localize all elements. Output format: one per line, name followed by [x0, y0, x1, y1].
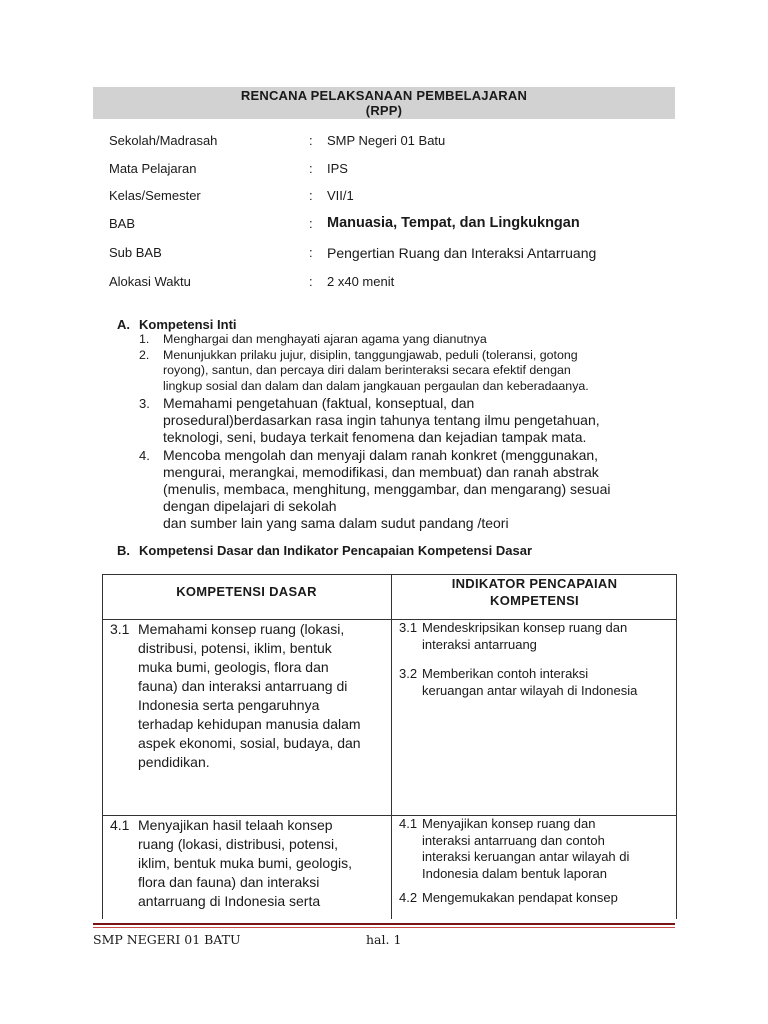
indicator-item [399, 666, 675, 699]
kd-line: fauna) dan interaksi antarruang di [138, 678, 348, 694]
info-value: SMP Negeri 01 Batu [327, 133, 446, 148]
info-colon: : [309, 133, 313, 148]
kd-line: ruang (lokasi, distribusi, potensi, [138, 836, 338, 852]
indicator-line: Mengemukakan pendapat konsep [422, 890, 618, 905]
list-item [139, 348, 679, 395]
footer-rule-light [93, 927, 675, 928]
indicator-line: Indonesia dalam bentuk laporan [422, 865, 608, 881]
info-value: IPS [327, 161, 348, 176]
footer-rule-dark [93, 923, 675, 925]
table-header-kd: KOMPETENSI DASAR [176, 584, 317, 599]
list-line: dengan dipelajari di sekolah [163, 498, 337, 514]
info-row-mapel [0, 161, 768, 181]
indicator-number: 3.2 [399, 666, 418, 681]
indicator-line: Memberikan contoh interaksi [422, 666, 589, 681]
list-line: mengurai, merangkai, memodifikasi, dan membuat) dan ranah abstrak [163, 464, 599, 480]
indicator-item [399, 816, 675, 882]
kd-line: Menyajikan hasil telaah konsep [138, 817, 333, 833]
info-label: BAB [109, 216, 136, 231]
info-value: VII/1 [327, 188, 354, 203]
kd-line: Indonesia serta pengaruhnya [138, 697, 320, 713]
kd-line: distribusi, potensi, iklim, bentuk [138, 640, 332, 656]
indicator-number: 4.1 [399, 816, 418, 831]
list-number: 2. [139, 347, 150, 362]
footer-page-number: hal. 1 [366, 932, 402, 947]
list-continuation: dan sumber lain yang sama dalam sudut pandang /teori [163, 515, 509, 531]
info-colon: : [309, 188, 313, 203]
indicator-line: interaksi antarruang [422, 636, 537, 652]
info-value: Pengertian Ruang dan Interaksi Antarruang [327, 245, 597, 261]
info-row-bab [0, 216, 768, 236]
info-colon: : [309, 245, 313, 260]
kd-number: 4.1 [110, 817, 130, 833]
info-row-subbab [0, 245, 768, 265]
section-b-heading [117, 543, 532, 558]
table-row-indicator-cell [399, 620, 675, 699]
kd-line: flora dan fauna) dan interaksi [138, 874, 320, 890]
kd-line: antarruang di Indonesia serta [138, 893, 321, 909]
list-line: teknologi, seni, budaya terkait fenomena dan kejadian tampak mata. [163, 429, 587, 445]
list-line: Memahami pengetahuan (faktual, konseptual, dan [163, 395, 475, 411]
kd-line: pendidikan. [138, 754, 210, 770]
info-row-alokasi [0, 274, 768, 294]
info-value: 2 x40 menit [327, 274, 395, 289]
list-number: 3. [139, 396, 150, 411]
section-title: Kompetensi Dasar dan Indikator Pencapaian Kompetensi Dasar [139, 543, 533, 558]
indicator-number: 4.2 [399, 890, 418, 905]
info-colon: : [309, 274, 313, 289]
list-line: royong), santun, dan percaya diri dalam berinteraksi secara efektif dengan [163, 363, 571, 377]
kd-line: iklim, bentuk muka bumi, geologis, [138, 855, 352, 871]
header-line: KOMPETENSI [490, 593, 579, 608]
indicator-line: Menyajikan konsep ruang dan [422, 816, 596, 831]
info-value: Manuasia, Tempat, dan Lingkukngan [327, 215, 580, 231]
table-row-indicator-cell [399, 816, 675, 907]
list-line: Menunjukkan prilaku jujur, disiplin, tanggungjawab, peduli (toleransi, gotong [163, 347, 578, 362]
section-title: Kompetensi Inti [139, 317, 237, 332]
info-row-sekolah [0, 133, 768, 153]
list-line: (menulis, membaca, menghitung, menggambar, dan mengarang) sesuai [163, 481, 611, 497]
title-line-2: (RPP) [365, 103, 403, 118]
header-line: INDIKATOR PENCAPAIAN [451, 576, 618, 591]
list-number: 1. [139, 332, 150, 346]
info-colon: : [309, 161, 313, 176]
indicator-line: Mendeskripsikan konsep ruang dan [422, 620, 628, 635]
indicator-line: keruangan antar wilayah di Indonesia [422, 682, 638, 698]
kd-line: muka bumi, geologis, flora dan [138, 659, 329, 675]
indicator-line: interaksi keruangan antar wilayah di [422, 849, 630, 864]
info-row-kelas [0, 188, 768, 208]
list-line: Mencoba mengolah dan menyaji dalam ranah konkret (menggunakan, [163, 447, 599, 463]
list-item [139, 332, 679, 348]
kd-line: Memahami konsep ruang (lokasi, [138, 621, 345, 637]
kd-line: aspek ekonomi, sosial, budaya, dan [138, 735, 361, 751]
list-item [139, 395, 679, 446]
list-number: 4. [139, 448, 150, 463]
document-title [93, 87, 675, 119]
section-letter: B. [117, 543, 130, 558]
title-line-1: RENCANA PELAKSANAAN PEMBELAJARAN [240, 88, 528, 103]
list-line: lingkup sosial dan dalam dan dalam jangkauan pergaulan dan keberadaanya. [163, 378, 589, 393]
list-item [139, 447, 679, 515]
info-label: Mata Pelajaran [109, 161, 197, 176]
indicator-line: interaksi antarruang dan contoh [422, 832, 605, 848]
section-a-heading [117, 317, 237, 332]
indicator-number: 3.1 [399, 620, 418, 635]
table-row-kd-cell [110, 816, 390, 911]
indicator-item [399, 890, 675, 907]
list-line: Menghargai dan menghayati ajaran agama yang dianutnya [163, 332, 487, 346]
list-line: prosedural)berdasarkan rasa ingin tahunya tentang ilmu pengetahuan, [163, 412, 600, 428]
indicator-item [399, 620, 675, 653]
table-row-kd-cell [110, 620, 390, 772]
kd-number: 3.1 [110, 621, 130, 637]
section-letter: A. [117, 317, 130, 332]
footer-school: SMP NEGERI 01 BATU [93, 932, 241, 947]
info-colon: : [309, 216, 313, 231]
info-label: Kelas/Semester [109, 188, 201, 203]
kd-line: terhadap kehidupan manusia dalam [138, 716, 361, 732]
info-label: Sub BAB [109, 245, 162, 260]
info-label: Alokasi Waktu [109, 274, 191, 289]
table-column-divider [391, 574, 392, 919]
kompetensi-inti-list [139, 332, 679, 532]
info-label: Sekolah/Madrasah [109, 133, 218, 148]
table-header-indikator [392, 575, 677, 609]
